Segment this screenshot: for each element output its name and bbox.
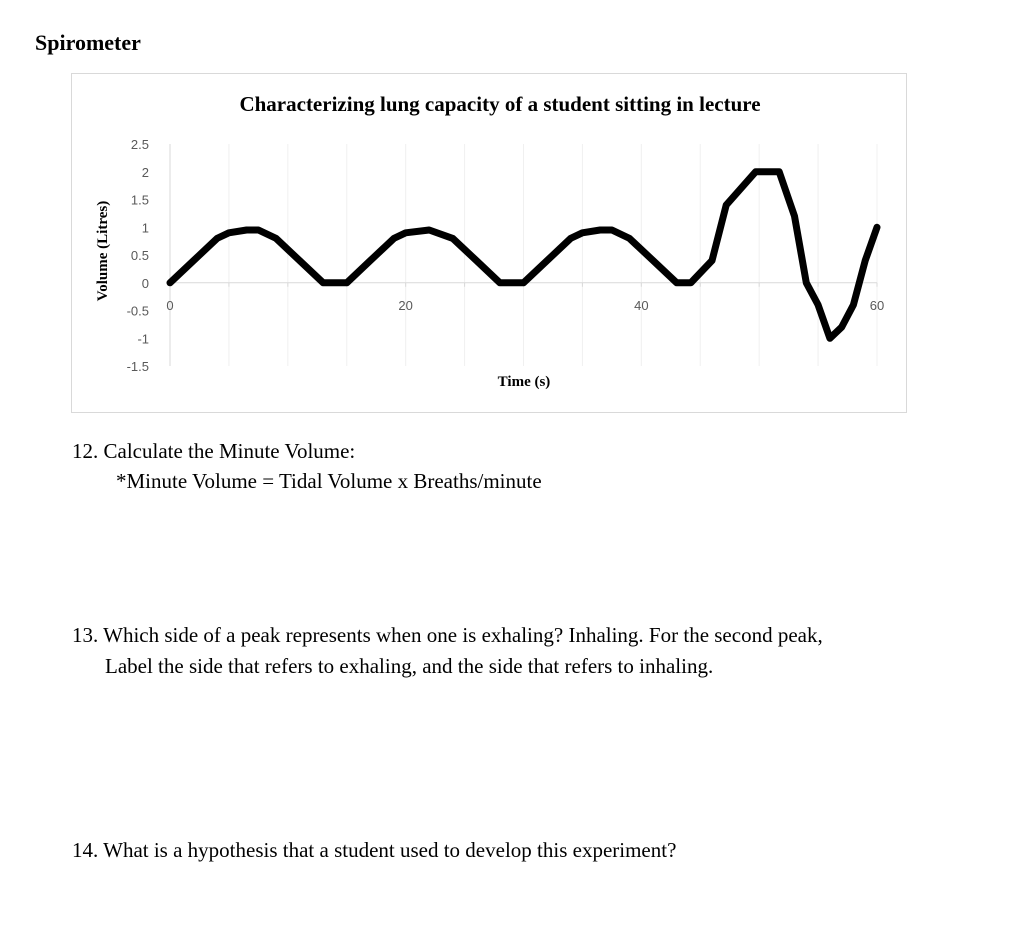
- spirometer-chart: [72, 74, 906, 412]
- y-axis-ticks: [127, 137, 149, 374]
- x-axis-ticks: [166, 298, 884, 313]
- y-axis-title: Volume (Litres): [95, 200, 111, 302]
- x-tick-label: 60: [869, 297, 885, 313]
- x-tick-label: 0: [166, 297, 174, 313]
- chart-container: [71, 73, 907, 413]
- x-tick-label: 20: [398, 297, 413, 313]
- y-tick-label: 2: [141, 164, 149, 180]
- y-tick-label: 0: [141, 275, 149, 291]
- x-axis-title: Time (s): [497, 374, 551, 390]
- y-tick-label: 1: [141, 220, 149, 236]
- y-tick-label: 1.5: [130, 192, 149, 208]
- question-13: [72, 620, 972, 682]
- question-12-formula: *Minute Volume = Tidal Volume x Breaths/minute: [116, 469, 542, 493]
- y-tick-label: 2.5: [130, 137, 149, 152]
- question-13-line-1: 13. Which side of a peak represents when one is exhaling? Inhaling. For the second peak,: [72, 623, 823, 647]
- page-heading: Spirometer: [35, 30, 141, 55]
- x-tick-label: 40: [634, 297, 649, 313]
- y-tick-label: -0.5: [126, 303, 149, 319]
- chart-title: Characterizing lung capacity of a student sitting in lecture: [239, 92, 761, 116]
- question-14: 14. What is a hypothesis that a student used to develop this experiment?: [72, 838, 677, 862]
- question-13-line-2: Label the side that refers to exhaling, and the side that refers to inhaling.: [105, 654, 714, 678]
- y-tick-label: -1.5: [126, 359, 149, 374]
- y-tick-label: 0.5: [130, 248, 149, 263]
- question-12: 12. Calculate the Minute Volume:: [72, 439, 356, 463]
- y-tick-label: -1: [137, 331, 149, 347]
